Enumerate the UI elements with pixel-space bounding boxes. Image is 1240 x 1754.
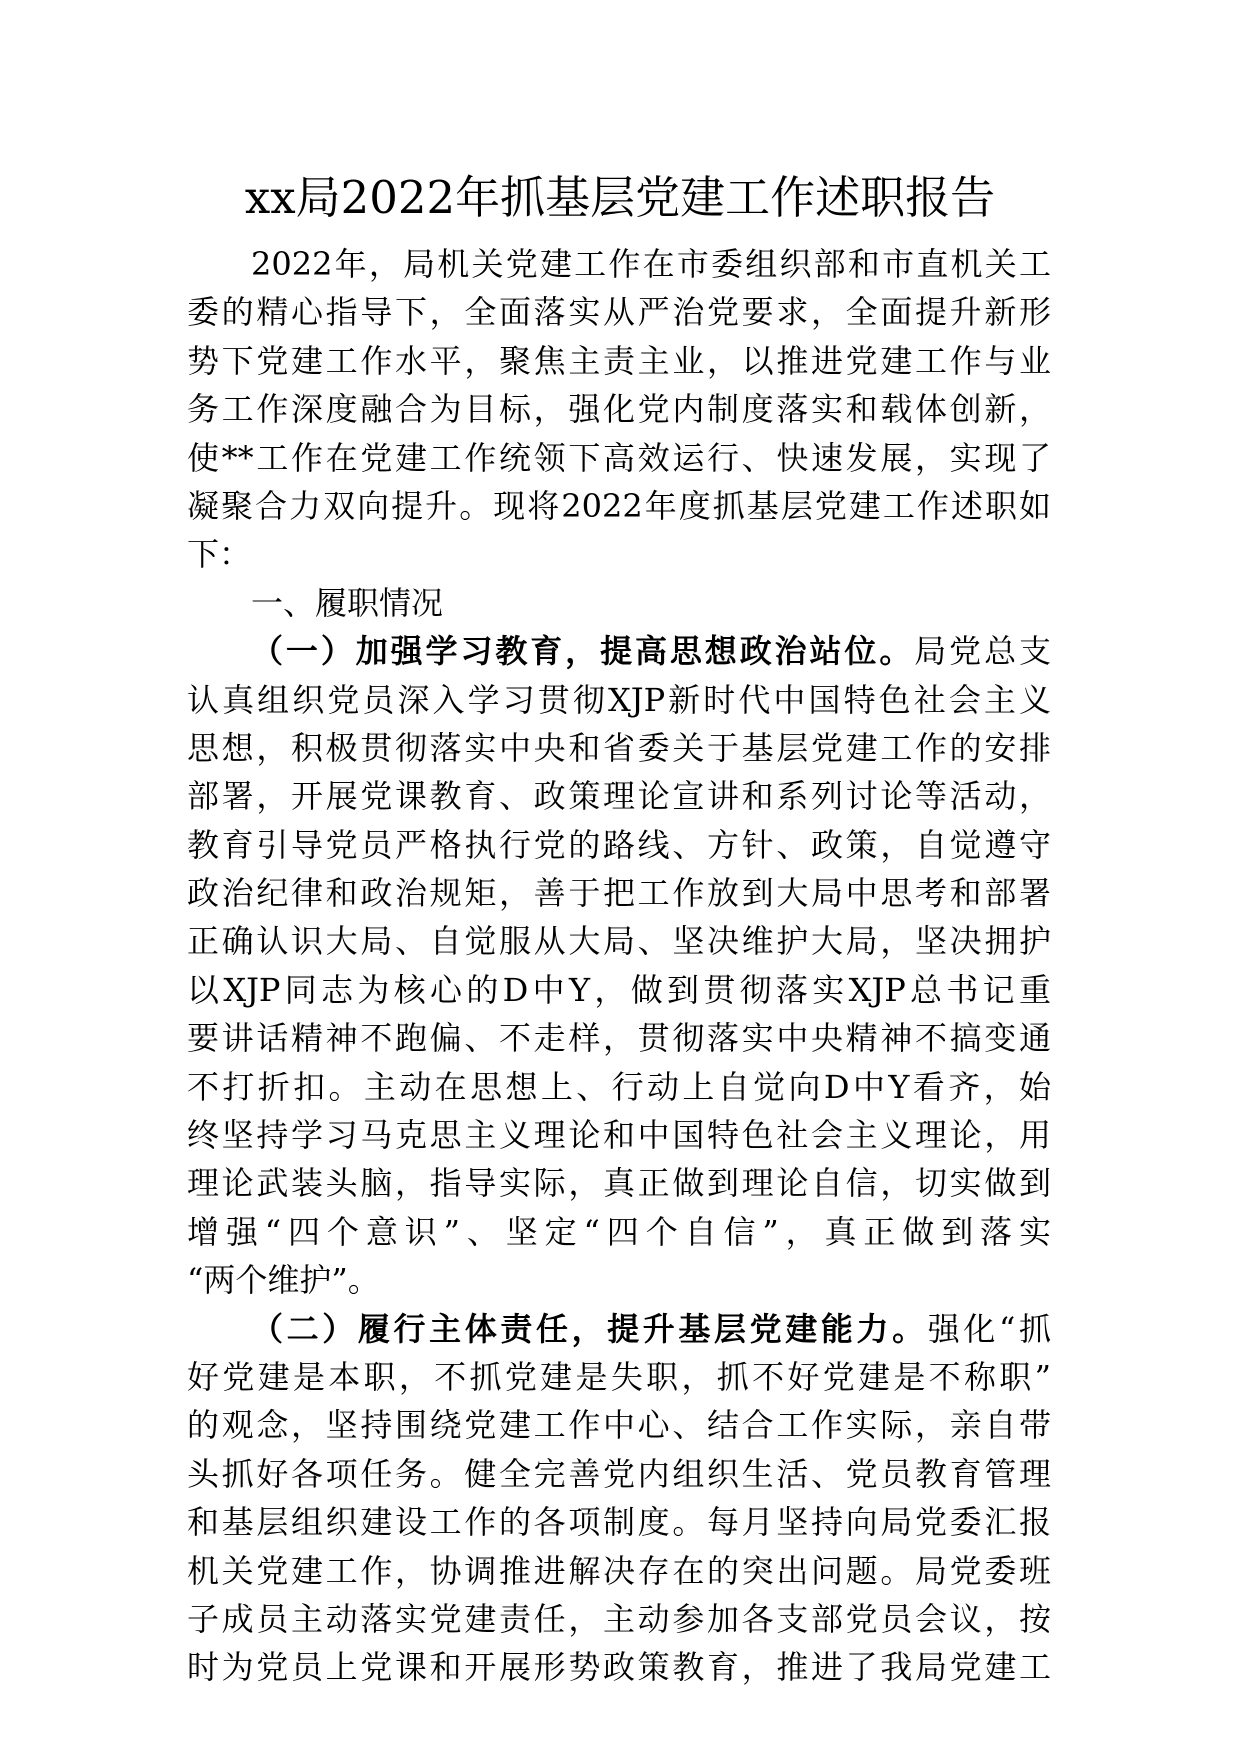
paragraph-line: 正确认识大局、自觉服从大局、坚决维护大局，坚决拥护	[187, 922, 1051, 961]
paragraph-line: 下：	[187, 535, 252, 574]
paragraph-line: 委的精心指导下，全面落实从严治党要求，全面提升新形	[187, 293, 1051, 332]
paragraph-line: 教育引导党员严格执行党的路线、方针、政策，自觉遵守	[187, 825, 1051, 864]
paragraph-line: “两个维护”。	[187, 1261, 380, 1300]
paragraph-line: 2022年，局机关党建工作在市委组织部和市直机关工	[251, 245, 1051, 283]
paragraph-line: 的观念，坚持围绕党建工作中心、结合工作实际，亲自带	[187, 1406, 1051, 1445]
section-heading: 一、履职情况	[251, 583, 444, 622]
paragraph-line: 思想，积极贯彻落实中央和省委关于基层党建工作的安排	[187, 728, 1051, 767]
paragraph-line	[187, 627, 1051, 675]
paragraph-line: 使**工作在党建工作统领下高效运行、快速发展，实现了	[187, 438, 1051, 477]
paragraph-line: 要讲话精神不跑偏、不走样，贯彻落实中央精神不搞变通	[187, 1019, 1051, 1058]
paragraph-line: 务工作深度融合为目标，强化党内制度落实和载体创新，	[187, 390, 1051, 429]
paragraph-line: 终坚持学习马克思主义理论和中国特色社会主义理论，用	[187, 1116, 1051, 1155]
item-two-paragraph	[187, 1305, 1051, 1692]
item-heading-continuation: 强化“抓	[927, 1309, 1051, 1348]
paragraph-line: 增强“四个意识”、坚定“四个自信”，真正做到落实	[187, 1212, 1051, 1251]
paragraph-line: 认真组织党员深入学习贯彻XJP新时代中国特色社会主义	[187, 680, 1051, 719]
paragraph-line: 不打折扣。主动在思想上、行动上自觉向D中Y看齐，始	[187, 1067, 1051, 1106]
paragraph-line: 时为党员上党课和开展形势政策教育，推进了我局党建工	[187, 1648, 1051, 1687]
paragraph-line: 头抓好各项任务。健全完善党内组织生活、党员教育管理	[187, 1454, 1051, 1493]
item-one-paragraph	[187, 627, 1051, 1304]
paragraph-line: 机关党建工作，协调推进解决存在的突出问题。局党委班	[187, 1551, 1051, 1590]
paragraph-line: 凝聚合力双向提升。现将2022年度抓基层党建工作述职如	[187, 486, 1051, 525]
paragraph-line: 部署，开展党课教育、政策理论宣讲和系列讨论等活动，	[187, 777, 1051, 816]
paragraph-line: 理论武装头脑，指导实际，真正做到理论自信，切实做到	[187, 1164, 1051, 1203]
document-body	[187, 240, 1051, 1692]
item-heading-continuation: 局党总支	[914, 632, 1051, 671]
document-title: xx局2022年抓基层党建工作述职报告	[244, 171, 996, 224]
intro-paragraph	[187, 240, 1051, 579]
paragraph-line: 政治纪律和政治规矩，善于把工作放到大局中思考和部署	[187, 874, 1051, 913]
paragraph-line: 以XJP同志为核心的D中Y，做到贯彻落实XJP总书记重	[187, 970, 1051, 1009]
paragraph-line: 势下党建工作水平，聚焦主责主业，以推进党建工作与业	[187, 341, 1051, 380]
paragraph-line: 和基层组织建设工作的各项制度。每月坚持向局党委汇报	[187, 1503, 1051, 1542]
paragraph-line: 好党建是本职，不抓党建是失职，抓不好党建是不称职”	[187, 1357, 1051, 1396]
paragraph-line	[187, 1305, 1051, 1353]
paragraph-line: 子成员主动落实党建责任，主动参加各支部党员会议，按	[187, 1599, 1051, 1638]
item-heading: （一）加强学习教育，提高思想政治站位。	[251, 632, 915, 671]
item-heading: （二）履行主体责任，提升基层党建能力。	[251, 1309, 928, 1348]
